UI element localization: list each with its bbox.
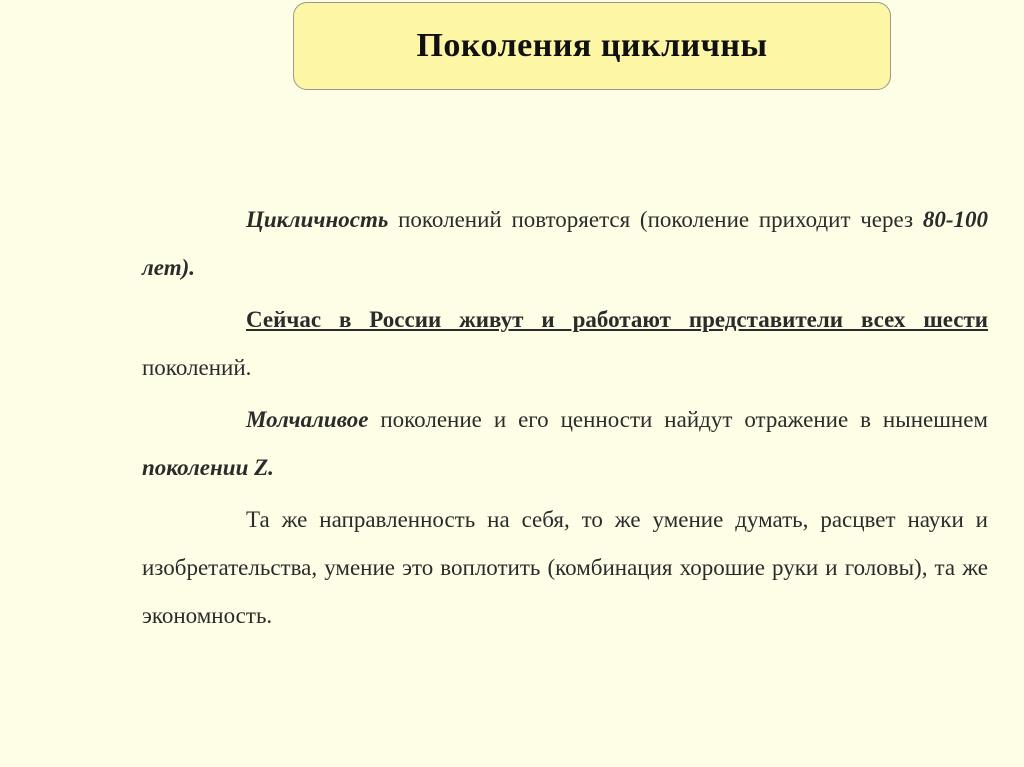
- paragraph-text: поколение и его ценности найдут отражение в нынешнем: [368, 407, 988, 432]
- paragraph-text: поколений повторяется (поколение приходит через: [388, 207, 923, 232]
- slide-title: Поколения цикличны: [416, 27, 768, 64]
- paragraph-cyclicity: [142, 196, 988, 292]
- paragraph-text: Та же направленность на себя, то же умение думать, расцвет науки и изобретательства, умение это воплотить (комбинация хорошие руки и головы), та же экономность.: [142, 507, 988, 628]
- body-text: [142, 196, 988, 644]
- emphasis-years: 80-100 лет).: [142, 207, 988, 280]
- paragraph-text: поколений.: [142, 355, 252, 380]
- underlined-statement: Сейчас в России живут и работают представители всех шести: [246, 307, 988, 332]
- emphasis-generation-z: поколении Z.: [142, 455, 274, 480]
- emphasis-silent: Молчаливое: [246, 407, 369, 432]
- paragraph-similarities: [142, 496, 988, 640]
- emphasis-cyclicity: Цикличность: [246, 207, 389, 232]
- title-box: [293, 2, 891, 90]
- paragraph-silent-generation: [142, 396, 988, 492]
- paragraph-russia: [142, 296, 988, 392]
